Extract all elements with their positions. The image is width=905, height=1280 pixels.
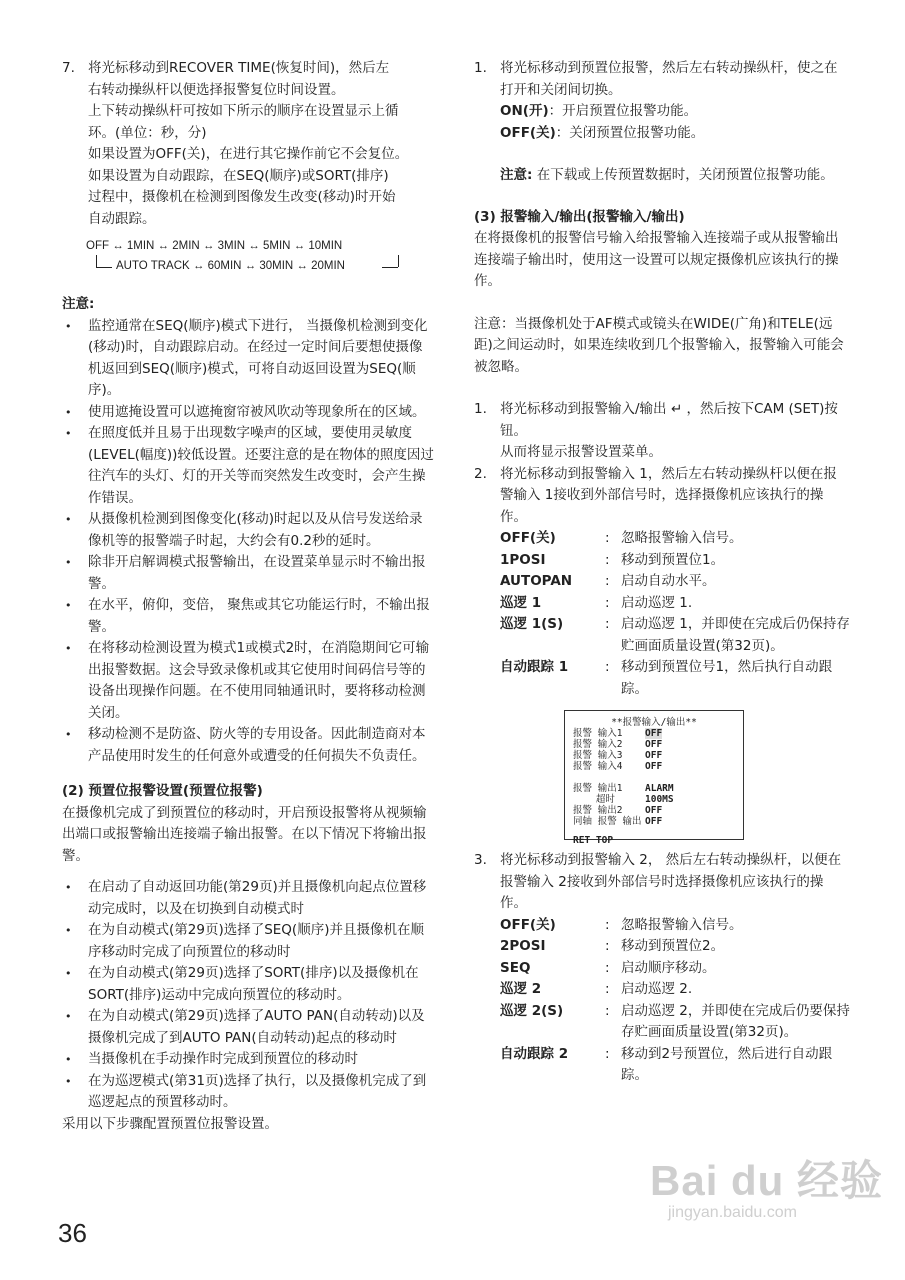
option-key: 巡逻 1(S) [500, 616, 564, 632]
left-column [62, 58, 434, 1135]
step-text: 将光标移动到报警输入/输出 ↵ ，然后按下CAM (SET)按钮。 [500, 401, 838, 439]
option-key: 巡逻 2 [500, 981, 542, 997]
menu-ret-top [573, 835, 735, 846]
menu-ret-label: RET TOP [573, 835, 614, 846]
step-7-line: 过程中，摄像机在检测到图像发生改变(移动)时开始 [88, 189, 396, 205]
option-sep: : [605, 959, 610, 976]
option-row [474, 979, 850, 1001]
menu-key: 报警 输出1 [573, 783, 623, 794]
menu-row [573, 783, 735, 794]
loop-line-left-bottom [96, 267, 112, 268]
section-3-intro: 在将摄像机的报警信号输入给报警输入连接端子或从报警输出连接端子输出时，使用这一设置可以规定摄像机应该执行的操作。 [474, 230, 839, 289]
note-1-label: 注意: [500, 167, 533, 183]
option-sep: : [605, 938, 610, 954]
recover-time-sequence [86, 240, 434, 280]
off-text: ：关闭预置位报警功能。 [555, 124, 705, 141]
notes-title: 注意: [62, 296, 95, 312]
preset-alarm-step-1 [474, 58, 850, 144]
menu-key: 报警 输入3 [573, 750, 623, 761]
step-number: 2. [474, 465, 487, 482]
menu-row [573, 739, 735, 750]
option-row [474, 1044, 850, 1087]
note-item: • 在将移动检测设置为模式1或模式2时，在消隐期间它可输出报警数据。这会导致录像机或其它使用时间码信号等的设备出现操作问题。在不使用同轴通讯时，要将移动检测关闭。 [62, 638, 434, 724]
note-1 [474, 165, 850, 187]
option-key: 自动跟踪 2 [500, 1045, 569, 1062]
on-text: ：开启预置位报警功能。 [548, 103, 698, 119]
on-option [500, 101, 850, 123]
menu-value: OFF [645, 816, 663, 827]
menu-row [573, 750, 735, 761]
menu-key: 报警 输入1 [573, 728, 623, 739]
option-value: 忽略报警输入信号。 [621, 916, 743, 933]
step-number: 1. [474, 60, 487, 76]
menu-value-selected: OFF [645, 728, 663, 739]
page-number: 36 [58, 1218, 87, 1248]
baidu-jingyan-watermark [650, 1148, 883, 1222]
option-row [474, 915, 850, 937]
option-row [474, 550, 850, 572]
option-key: OFF(关) [500, 916, 556, 933]
option-sep: : [605, 530, 610, 546]
menu-key: 报警 输入2 [573, 739, 623, 750]
option-value: 启动巡逻 1. [621, 594, 693, 611]
menu-value: OFF [645, 739, 663, 750]
option-value: 移动到预置位1。 [621, 551, 725, 568]
option-row [474, 1001, 850, 1044]
option-sep: : [605, 594, 610, 611]
option-row [474, 958, 850, 980]
option-row [474, 936, 850, 958]
step-7-line: 将光标移动到RECOVER TIME(恢复时间)，然后左 [88, 60, 390, 76]
menu-row [573, 805, 735, 816]
menu-row [573, 728, 735, 739]
option-sep: : [605, 916, 610, 933]
menu-key: 报警 输出2 [573, 805, 623, 816]
note-item: • 在照度低并且易于出现数字噪声的区域，要使用灵敏度(LEVEL(幅度))较低设置。还要注意的是在物体的照度因过往汽车的头灯、灯的开关等而突然发生改变时，会产生操作错误。 [62, 423, 434, 509]
alarm-input-1-options [474, 528, 850, 700]
menu-value: OFF [645, 750, 663, 761]
option-key: 2POSI [500, 938, 546, 954]
step-7 [62, 58, 434, 230]
option-sep: : [605, 551, 610, 568]
option-sep: : [605, 616, 610, 632]
option-value: 启动巡逻 1，并即使在完成后仍保持存贮画面质量设置(第32页)。 [621, 616, 850, 654]
step-7-line: 环。(单位：秒，分) [88, 124, 207, 141]
option-value: 移动到预置位号1，然后执行自动跟踪。 [621, 659, 833, 697]
option-row [474, 593, 850, 615]
alarm-condition-item: • 在为巡逻模式(第31页)选择了执行，以及摄像机完成了到巡逻起点的预置移动时。 [62, 1071, 434, 1114]
menu-value: 100MS [645, 794, 674, 805]
step-7-line: 自动跟踪。 [88, 210, 156, 227]
menu-value: OFF [645, 805, 663, 816]
note-item: • 移动检测不是防盗、防火等的专用设备。因此制造商对本产品使用时发生的任何意外或遭受的任何损失不负责任。 [62, 724, 434, 767]
option-key: 巡逻 1 [500, 594, 542, 611]
note-item: • 使用遮掩设置可以遮掩窗帘被风吹动等现象所在的区域。 [62, 402, 434, 424]
option-value: 移动到预置位2。 [621, 938, 725, 954]
step-7-line: 上下转动操纵杆可按如下所示的顺序在设置显示上循 [88, 103, 399, 119]
option-row [474, 528, 850, 550]
option-sep: : [605, 1045, 610, 1062]
step-7-line: 如果设置为自动跟踪，在SEQ(顺序)或SORT(排序) [88, 167, 389, 184]
step-7-line: 右转动操纵杆以便选择报警复位时间设置。 [88, 81, 345, 98]
menu-key: 同轴 报警 输出 [573, 816, 642, 827]
note-item: • 从摄像机检测到图像变化(移动)时起以及从信号发送给录像机等的报警端子时起，大约会有0.2秒的延时。 [62, 509, 434, 552]
sequence-row-1: OFF ↔ 1MIN ↔ 2MIN ↔ 3MIN ↔ 5MIN ↔ 10MIN [86, 240, 343, 252]
option-key: 巡逻 2(S) [500, 1002, 564, 1019]
section-2-list [62, 877, 434, 1114]
option-sep: : [605, 981, 610, 997]
note-1-text: 在下载或上传预置数据时，关闭预置位报警功能。 [532, 167, 834, 183]
watermark-url: jingyan.baidu.com [668, 1204, 797, 1221]
alarm-condition-item: • 在启动了自动返回功能(第29页)并且摄像机向起点位置移动完成时，以及在切换到自动模式时 [62, 877, 434, 920]
menu-row [573, 794, 735, 805]
alarm-input-2-options [474, 915, 850, 1087]
menu-key: 超时 [573, 794, 615, 805]
option-key: 1POSI [500, 551, 546, 568]
loop-line-right-bottom [382, 267, 398, 268]
alarm-condition-item: • 在为自动模式(第29页)选择了SEQ(顺序)并且摄像机在顺序移动时完成了向预置位的移动时 [62, 920, 434, 963]
option-sep: : [605, 1002, 610, 1019]
menu-value: OFF [645, 761, 663, 772]
option-row [474, 657, 850, 700]
menu-value: ALARM [645, 783, 674, 794]
option-key: SEQ [500, 959, 531, 976]
option-value: 移动到2号预置位，然后进行自动跟踪。 [621, 1045, 833, 1083]
step-number: 7. [62, 60, 75, 76]
sequence-row-2: AUTO TRACK ↔ 60MIN ↔ 30MIN ↔ 20MIN [116, 260, 345, 272]
section-3-title: (3) 报警输入/输出(报警输入/输出) [474, 208, 685, 225]
option-value: 启动巡逻 2，并即使在完成后仍要保持存贮画面质量设置(第32页)。 [621, 1002, 850, 1040]
alarm-step-2 [474, 464, 850, 529]
step-7-line: 如果设置为OFF(关)，在进行其它操作前它不会复位。 [88, 146, 409, 162]
section-3-note: 注意：当摄像机处于AF模式或镜头在WIDE(广角)和TELE(远距)之间运动时，如果连续收到几个报警输入，报警输入可能会被忽略。 [474, 315, 844, 375]
step-text: 将光标移动到报警输入 2， 然后左右转动操纵杆，以便在报警输入 2接收到外部信号时选择摄像机应该执行的操作。 [500, 852, 842, 911]
option-value: 启动巡逻 2. [621, 981, 693, 997]
alarm-step-3 [474, 850, 850, 915]
option-row [474, 614, 850, 657]
alarm-condition-item: • 在为自动模式(第29页)选择了AUTO PAN(自动转动)以及摄像机完成了到AUTO PAN(自动转动)起点的移动时 [62, 1006, 434, 1049]
off-label: OFF(关) [500, 124, 556, 141]
menu-row [573, 816, 735, 827]
option-key: 自动跟踪 1 [500, 659, 569, 675]
alarm-step-1 [474, 399, 850, 464]
option-row [474, 571, 850, 593]
note-item: • 监控通常在SEQ(顺序)模式下进行， 当摄像机检测到变化(移动)时，自动跟踪启动。在经过一定时间后要想使摄像机返回到SEQ(顺序)模式，可将自动返回设置为SEQ(顺序)。 [62, 316, 434, 402]
alarm-condition-item: • 当摄像机在手动操作时完成到预置位的移动时 [62, 1049, 434, 1071]
watermark-logo: Bai du 经验 [650, 1157, 884, 1204]
option-value: 启动自动水平。 [621, 573, 716, 589]
step-text: 将光标移动到报警输入 1，然后左右转动操纵杆以便在报警输入 1接收到外部信号时，选择摄像机应该执行的操作。 [500, 465, 837, 525]
menu-title: **报警输入/输出** [611, 717, 697, 728]
section-2-outro: 采用以下步骤配置预置位报警设置。 [62, 1115, 278, 1132]
notes-list [62, 316, 434, 768]
option-sep: : [605, 659, 610, 675]
step-text: 将光标移动到预置位报警，然后左右转动操纵杆，使之在打开和关闭间切换。 [500, 60, 838, 98]
loop-line-right [398, 255, 399, 267]
alarm-condition-item: • 在为自动模式(第29页)选择了SORT(排序)以及摄像机在SORT(排序)运动中完成向预置位的移动时。 [62, 963, 434, 1006]
option-sep: : [605, 573, 610, 589]
right-column [474, 58, 850, 1087]
section-2-intro: 在摄像机完成了到预置位的移动时，开启预设报警将从视频输出端口或报警输出连接端子输出报警。在以下情况下将输出报警。 [62, 804, 427, 864]
menu-key: 报警 输入4 [573, 761, 623, 772]
section-2-title: (2) 预置位报警设置(预置位报警) [62, 783, 263, 799]
menu-row [573, 761, 735, 772]
alarm-io-menu-screen [564, 710, 744, 846]
option-key: AUTOPAN [500, 573, 573, 589]
note-item: • 除非开启解调模式报警输出，在设置菜单显示时不输出报警。 [62, 552, 434, 595]
on-label: ON(开) [500, 103, 549, 119]
option-key: OFF(关) [500, 530, 556, 546]
off-option [500, 123, 850, 145]
step-sub: 从而将显示报警设置菜单。 [500, 444, 662, 460]
step-number: 3. [474, 852, 487, 868]
step-number: 1. [474, 401, 487, 417]
note-item: • 在水平，俯仰，变倍， 聚焦或其它功能运行时，不输出报警。 [62, 595, 434, 638]
loop-line-left [96, 255, 97, 267]
option-value: 忽略报警输入信号。 [621, 530, 743, 546]
option-value: 启动顺序移动。 [621, 959, 716, 976]
